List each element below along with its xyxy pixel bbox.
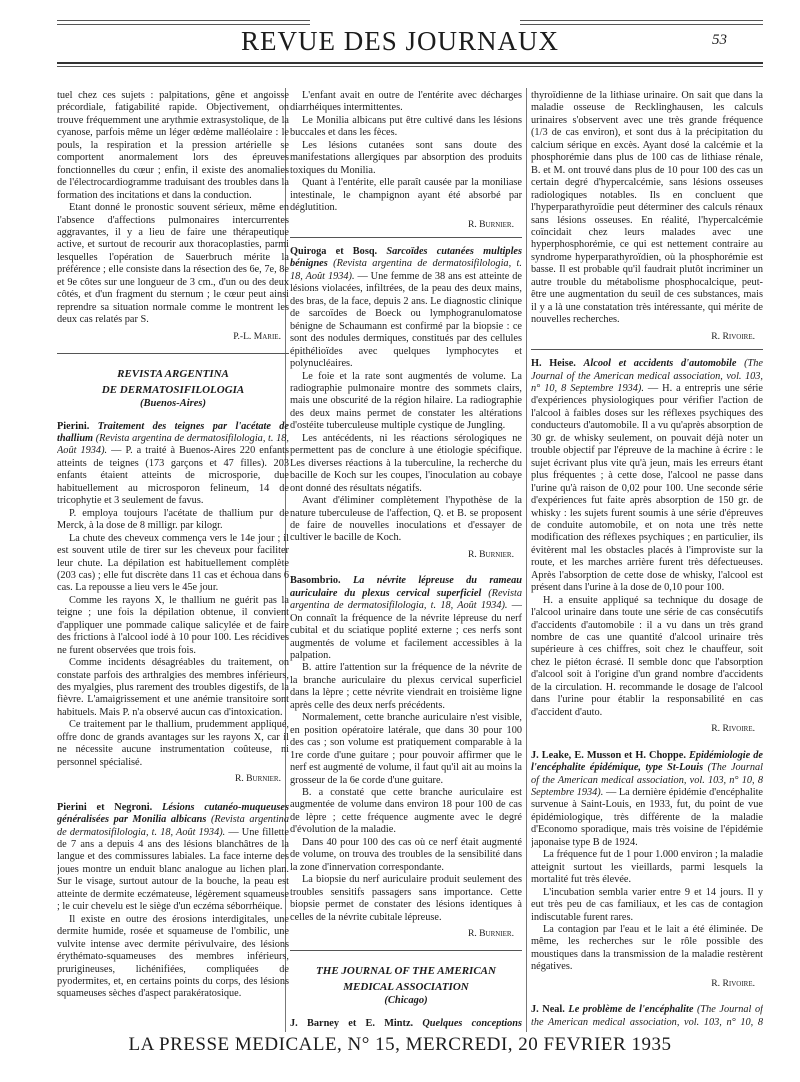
signature: R. Rivoire. bbox=[711, 330, 755, 342]
paragraph: Quant à l'entérite, elle paraît causée par la moniliase intestinale, le champignon ayant été absorbé par déglutition. bbox=[290, 177, 522, 214]
paragraph: Avant d'éliminer complètement l'hypothèse de la nature tuberculeuse de l'affection, Q. et B. se proposent de faire de nouvelles inoculations et d'essayer de cultiver le bacille de Koch. bbox=[290, 495, 522, 544]
signature: P.-L. Marie. bbox=[233, 330, 281, 342]
article-author: J. Leake, E. Musson et H. Choppe. bbox=[531, 749, 689, 761]
article-heading bbox=[57, 802, 289, 914]
article-title: Quelques conceptions bbox=[422, 1017, 522, 1029]
paragraph: Le foie et la rate sont augmentés de volume. La radiographie pulmonaire montre des sommets clairs, mais une obscurité de la région hilaire. La radiographie des deux mains permet de constater les altérations d'ostéite tuberculeuse multiple cystique de Jungling. bbox=[290, 370, 522, 432]
article-reference: (Revista argentina de dermatosifilologia, t. 18, Août 1934). bbox=[57, 814, 289, 838]
paragraph: Normalement, cette branche auriculaire n'est visible, en position opératoire latérale, que dans 30 pour 100 des cas ; son volume est pratiquement comparable à la 1re corde d'une guitare ; pour pouvoir affirmer que le nerf est augmenté de volume, il faut qu'il ait au moins la grosseur de la 6e corde d'une guitare. bbox=[290, 712, 522, 786]
article-author: Pierini. bbox=[57, 420, 98, 432]
article-reference: (The Journal of the American medical association, vol. 103, n° 10, 8 Septembre 1934). bbox=[531, 358, 763, 394]
separator bbox=[290, 950, 522, 951]
journal-name: MEDICAL ASSOCIATION bbox=[343, 981, 469, 994]
spacer bbox=[531, 740, 763, 750]
signature: R. Burnier. bbox=[467, 218, 514, 230]
article-title: Sarcoïdes cutanées multiples bénignes bbox=[290, 245, 522, 270]
header-rule-under-title bbox=[57, 62, 763, 64]
paragraph: La biopsie du nerf auriculaire produit seulement des troubles sensitifs passagers sans importance. Cette biopsie permet de constater des lésions identiques à celles de la névrite cubitale lépreuse. bbox=[290, 874, 522, 923]
column-divider-2 bbox=[526, 88, 527, 1032]
paragraph: B. attire l'attention sur la fréquence de la névrite de la branche auriculaire du plexus cervical superficiel dans la lèpre ; cette névrite viendrait en troisième ligne après celle des deux nerfs précédents. bbox=[290, 662, 522, 711]
header-rule-left-bottom bbox=[57, 24, 310, 25]
paragraph: thyroïdienne de la lithiase urinaire. On sait que dans la maladie osseuse de Recklinghausen, les calculs urinaires s'observent avec une très grande fréquence (1/3 de cas environ), et sont dus à la précipitation du calcium sérique en excès. Ayant dosé la calcémie et la phosphorémie dans plus de 100 cas de lithiase rénale, B. et M. ont trouvé dans plus de 10 pour 100 des cas un certain degré d'hypercalcémie, sans lésions osseuses radiologiques notables. Ils en concluent que l'hyperparathyroïdie peut déterminer des calculs rénaux sans lésions osseuses. En réalité, l'hypercalcémie coïncidait chez leurs malades avec une hyperphosphorémie, ce qui est nettement contraire au syndrome hyperparathyroïdien, où la phosphorémie est basse. Il est probable qu'il faudrait plutôt incriminer un autre trouble du métabolisme phosphocalcique, peut-être une augmentation du seuil de ces substances, mais il y a là une constatation très intéressante, qui mérite de nouvelles recherches. bbox=[531, 90, 763, 326]
paragraph: Il existe en outre des érosions interdigitales, une dermite humide, rosée et squameuse de l'ombilic, une vulvite intense avec dermite périvulvaire, des lésions érythémato-squameuses des membres inférieurs, prurigineuses, lichénifiées, compliquées de pyodermites, et, en certains points du corps, des lésions squameuses sèches d'aspect parakératosique. bbox=[57, 913, 289, 1000]
signature: R. Rivoire. bbox=[711, 977, 755, 989]
article-reference: (The Journal of the American medical association, vol. 103, n° 10, 8 bbox=[531, 1004, 763, 1028]
paragraph: — On connaît la fréquence de la névrite lépreuse du nerf cubital et du sciatique poplité externe ; ces nerfs sont augmentés de volume et facilement accessibles à la palpation. bbox=[290, 600, 522, 662]
paragraph: Les antécédents, ni les réactions sérologiques ne permettent pas de conclure à une étiologie spécifique. Les diverses réactions à la tuberculine, la recherche du bacille de Koch sur les coupes, l'inoculation au cobaye ont donné des résultats négatifs. bbox=[290, 432, 522, 494]
journal-name: DE DERMATOSIFILOLOGIA bbox=[101, 384, 245, 397]
journal-city: (Chicago) bbox=[384, 995, 428, 1007]
paragraph: — H. a entrepris une série d'expériences physiologiques pour vérifier l'action de l'alcool à faibles doses sur les réflexes psychiques des conducteurs d'automobile. Il a vu qu'après absorption de 30 gr. de whisky seulement, on pouvait déjà noter un trouble objectif par l'épreuve de la machine à écrire : le sujet écrivant plus vite qu'à jeun, mais les erreurs étant plus fréquentes ; à cette dose, l'alcool ne passe dans l'urine qu'à raison de 0,02 pour 100. Une seconde série d'expériences fut faite après absorption de 150 gr. de whisky : les sujets furent soumis à une série d'épreuves de conduite automobile, et on nota une très nette modification des réflexes psychiques ; en particulier, ils évitèrent mal les obstacles placés à l'improviste sur la route, et les marches arrière furent très défectueuses. Après l'absorption de cette dose de whisky, l'alcool est présent dans l'urine à la dose de 0,10 pour 100. bbox=[531, 382, 763, 594]
paragraph: La fréquence fut de 1 pour 1.000 environ ; la maladie atteignit surtout les vieillards, parmi lesquels la mortalité fut très élevée. bbox=[531, 849, 763, 886]
paragraph: La contagion par l'eau et le lait a été éliminée. De même, les recherches sur le rôle possible des moustiques dans la transmission de la maladie restèrent négatives. bbox=[531, 924, 763, 973]
separator bbox=[57, 353, 289, 354]
column-2 bbox=[290, 90, 522, 1030]
article-title: La névrite lépreuse du rameau auriculaire du plexus cervical superficiel bbox=[290, 575, 522, 599]
paragraph: Dans 40 pour 100 des cas où ce nerf était augmenté de volume, on trouva des troubles de la sensibilité dans la zone d'innervation correspondante. bbox=[290, 836, 522, 873]
paragraph: — La dernière épidémie d'encéphalite survenue à Saint-Louis, en 1933, fut, du point de vue épidémiologique, très différente de la maladie d'Economo sporadique, mais très voisine de l'épidémie japonaise type B de 1924. bbox=[531, 787, 763, 848]
page-number: 53 bbox=[712, 32, 727, 48]
paragraph: La chute des cheveux commença vers le 14e jour ; il est souvent utile de tirer sur les cheveux pour faciliter leur chute. La dépilation est habituellement complète (203 cas) ; elle fut discrète dans 11 cas et échoua dans 6 cas. La repousse a lieu vers le 45e jour. bbox=[57, 532, 289, 594]
article-title: Lésions cutanéo-muqueuses généralisées par Monilia albicans bbox=[57, 801, 289, 826]
article-author: Basombrio. bbox=[290, 575, 353, 587]
paragraph: L'enfant avait en outre de l'entérite avec décharges diarrhéiques intermittentes. bbox=[290, 90, 522, 114]
article-reference: (Revista argentina de dermatosifilologia, t. 18, Août 1934). bbox=[290, 258, 522, 282]
separator bbox=[531, 349, 763, 350]
paragraph: — P. a traité à Buenos-Aires 220 enfants atteints de teignes (173 garçons et 47 filles). 203 enfants étaient atteints de microsporie, due habituellement au microsporon felineum, 14 de tricophytie et 3 seulement de favus. bbox=[57, 445, 289, 507]
article-author: J. Neal. bbox=[531, 1004, 569, 1016]
article-heading bbox=[531, 1004, 763, 1030]
paragraph: B. a constaté que cette branche auriculaire est augmentée de volume dans environ 18 pour 100 de cas de lèpre ; cette fréquence augmente avec le degré d'évolution de la maladie. bbox=[290, 787, 522, 836]
spacer bbox=[57, 790, 289, 802]
article-title: Epidémiologie de l'encéphalite épidémique, type St-Louis bbox=[531, 749, 763, 774]
paragraph: Le Monilia albicans put être cultivé dans les lésions buccales et dans les fèces. bbox=[290, 114, 522, 139]
article-heading bbox=[531, 750, 763, 850]
article-title: Alcool et accidents d'automobile bbox=[583, 358, 745, 370]
spacer bbox=[531, 994, 763, 1004]
column-3 bbox=[531, 90, 763, 1030]
separator bbox=[290, 237, 522, 238]
article-reference: (The Journal of the American medical association, vol. 103, n° 10, 8 Septembre 1934). bbox=[531, 762, 763, 799]
article-heading bbox=[290, 1018, 522, 1030]
paragraph: P. employa toujours l'acétate de thallium pur de Merck, à la dose de 8 milligr. par kilogr. bbox=[57, 507, 289, 532]
article-author: J. Barney et E. Mintz. bbox=[290, 1017, 423, 1029]
signature: R. Burnier. bbox=[234, 773, 281, 785]
paragraph: H. a ensuite appliqué sa technique du dosage de l'alcool urinaire dans toute une série de cas consécutifs d'accidents d'automobile : il a vu dans un très grand nombre de cas une quantité d'alcool urinaire très supérieure à ces chiffres, soit chez le chauffeur, soit chez le piéton écrasé. Il semble donc que l'absorption d'alcool soit à l'origine d'un grand nombre d'accidents de la circulation. H. recommande le dosage de l'alcool dans l'urine pour établir la responsabilité en cas d'accident d'auto. bbox=[531, 594, 763, 718]
article-author: Pierini et Negroni. bbox=[57, 801, 162, 813]
spacer bbox=[290, 565, 522, 575]
header-rule-left-top bbox=[57, 20, 310, 21]
article-title: Le problème de l'encéphalite bbox=[568, 1004, 697, 1016]
paragraph: — Une fillette de 7 ans a depuis 4 ans des lésions blanchâtres de la langue et des commissures labiales. La face interne des joues montre un enduit blanc analogue au lichen plan. Sur le visage, surtout autour de la bouche, la peau est atteinte de dermite eczémateuse, légèrement squameuse ; le cuir chevelu est le siège d'un eczéma séborrhéique. bbox=[57, 826, 289, 913]
header-title: REVUE DES JOURNAUX bbox=[240, 26, 559, 56]
journal-name: THE JOURNAL OF THE AMERICAN bbox=[316, 965, 496, 978]
paragraph: Comme incidents désagréables du traitement, on constate parfois des arthralgies des membres inférieurs, des myalgies, plus rarement des troubles digestifs, de la fièvre. L'amaigrissement et une anémie transitoire sont habituels. Mais P. n'a observé aucun cas d'intoxication. bbox=[57, 657, 289, 718]
header-rule-right-bottom bbox=[520, 24, 763, 25]
header-rule-under-title-thin bbox=[57, 66, 763, 67]
paragraph: Comme les rayons X, le thallium ne guérit pas la teigne ; une fois la dépilation obtenue, il convient d'appliquer une pommade calique salicylée et de faire des frictions à l'alcool iodé à 10 pour 100. Les récidives ne furent observées que trois fois. bbox=[57, 594, 289, 656]
paragraph: Ce traitement par le thallium, prudemment appliqué, offre donc de grands avantages sur les rayons X, car il ne nécessite aucune instrumentation coûteuse, ni personnel spécialisé. bbox=[57, 719, 289, 768]
article-heading bbox=[290, 575, 522, 662]
article-author: H. Heise. bbox=[531, 358, 584, 370]
paragraph: L'incubation sembla varier entre 9 et 14 jours. Il y eut très peu de cas familiaux, et les cas de contagion indiscutable furent rares. bbox=[531, 886, 763, 923]
column-1 bbox=[57, 90, 289, 1030]
article-author: Quiroga et Bosq. bbox=[290, 245, 387, 257]
journal-name: REVISTA ARGENTINA bbox=[117, 368, 229, 381]
header-rule-right-top bbox=[520, 20, 763, 21]
journal-city: (Buenos-Aires) bbox=[140, 398, 206, 410]
signature: R. Rivoire. bbox=[711, 723, 755, 735]
paragraph: Les lésions cutanées sont sans doute des manifestations allergiques par absorption des produits toxiques du Monilia. bbox=[290, 139, 522, 176]
article-reference: (Revista argentina de dermatosifilologia, t. 18, Août 1934). bbox=[57, 432, 289, 457]
signature: R. Burnier. bbox=[467, 928, 514, 939]
article-heading bbox=[290, 246, 522, 371]
article-heading bbox=[531, 358, 763, 595]
paragraph: tuel chez ces sujets : palpitations, gêne et angoisse précordiale, fatigabilité rapide. Objectivement, on trouve fréquemment une arythmie extrasystolique, de la cyanose, parfois même un léger œdème malléolaire : le pouls, la respiration et la pression artérielle se comportent anormalement lors des épreuves fonctionnelles du cœur ; enfin, il existe des anomalies de l'électrocardiogramme traduisant des troubles dans la formation des incitations et dans la conduction. bbox=[57, 90, 289, 201]
signature: R. Burnier. bbox=[467, 548, 514, 560]
article-reference: (Revista argentina de dermatosifilologia, t. 18, Août 1934). bbox=[290, 587, 522, 612]
article-title: Traitement des teignes par l'acétate de thallium bbox=[57, 420, 289, 444]
article-heading bbox=[57, 421, 289, 508]
page-footer: LA PRESSE MEDICALE, N° 15, MERCREDI, 20 FEVRIER 1935 bbox=[128, 1034, 672, 1055]
paragraph: — Une femme de 38 ans est atteinte de lésions violacées, infiltrées, de la peau des deux mains, des bras, de la face, depuis 2 ans. Le diagnostic clinique de sarcoïdes de Boeck ou lymphogranulomatose bénigne de Schaumann est confirmé par la biopsie : ce sont des nodules dermiques, constitués par des cellules épithélioïdes avec quelques lymphocytes et polynucléaires. bbox=[290, 270, 522, 370]
paragraph: Etant donné le pronostic souvent sérieux, même en l'absence d'affections pulmonaires intercurrentes aggravantes, il y a lieu de faire une thérapeutique active, et surtout de recourir aux thoracoplasties, parmi lesquelles l'opération de Sauerbruch mérite la préférence ; elle consiste dans la résection des 6e, 7e, 8e et 9e côtes sur une longueur de 3 cm., d'un ou des deux côtés, et d'un fragment du sternum ; le cœur peut ainsi reprendre sa situation normale comme le montrent les deux cas relatés par S. bbox=[57, 202, 289, 326]
